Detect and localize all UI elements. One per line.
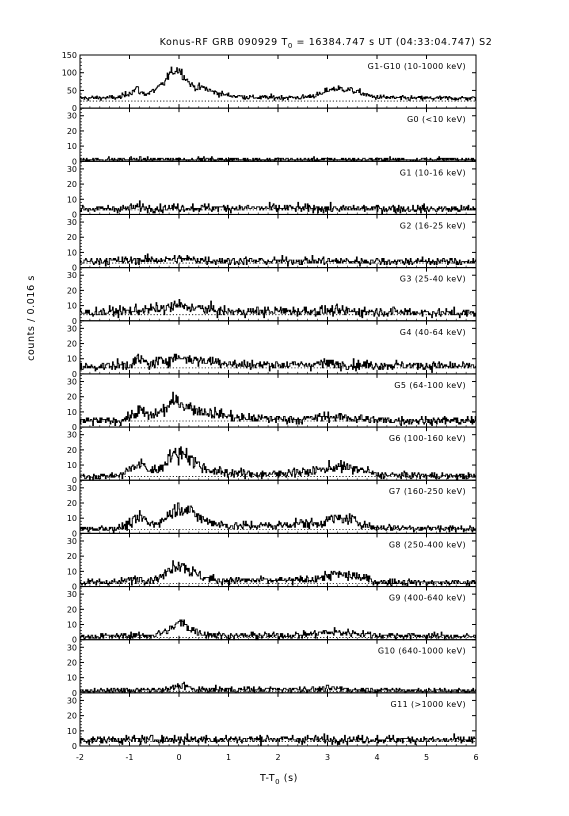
panel [67,533,476,591]
y-tick-label: 0 [71,104,77,114]
x-tick-label: 3 [324,753,331,762]
y-tick-label: 10 [66,142,77,152]
panel [67,268,476,326]
y-tick-label: 30 [66,643,77,653]
y-tick-label: 0 [71,688,77,698]
y-tick-label: 50 [66,86,77,96]
light-curve [80,67,476,100]
x-tick-label: 2 [275,753,281,762]
x-tick-label: 1 [225,753,232,762]
y-tick-label: 0 [71,582,77,592]
panel-label: G7 (160-250 keV) [388,487,466,497]
panel-label: G0 (<10 keV) [406,115,466,125]
y-tick-label: 20 [66,711,77,721]
y-tick-label: 0 [71,316,77,326]
y-tick-label: 20 [66,552,77,562]
y-tick-label: 20 [66,180,77,190]
y-tick-label: 20 [66,126,77,136]
light-curve [80,503,476,533]
panel-label: G10 (640-1000 keV) [377,646,466,656]
y-tick-label: 20 [66,658,77,668]
y-tick-label: 20 [66,445,77,455]
y-tick-label: 30 [66,696,77,706]
x-tick-label: 0 [176,753,182,762]
y-tick-label: 30 [66,483,77,493]
y-tick-label: 10 [66,461,77,471]
y-tick-label: 0 [71,263,77,273]
y-tick-label: 30 [66,218,77,228]
y-tick-label: 10 [66,248,77,258]
y-tick-label: 20 [66,605,77,615]
light-curve [80,392,476,425]
panels [62,51,479,762]
y-tick-label: 0 [71,529,77,539]
y-tick-label: 30 [66,377,77,387]
y-tick-label: 10 [66,567,77,577]
panel-label: G11 (>1000 keV) [390,699,466,709]
panel [67,321,476,379]
y-tick-label: 30 [66,164,77,174]
panel [62,51,476,113]
panel [67,640,476,698]
panel-label: G1 (10-16 keV) [399,168,466,178]
y-tick-label: 10 [66,407,77,417]
panel-label: G5 (64-100 keV) [394,380,466,390]
y-tick-label: 10 [66,354,77,364]
x-axis-label: $T-T_0$ (s) [260,773,298,786]
y-tick-label: 100 [61,68,77,78]
panel-label: G9 (400-640 keV) [388,593,466,603]
y-tick-label: 0 [71,210,77,220]
chart-title: Konus-RF GRB 090929 $T_0 = 16384.747$ s UT (04:33:04.747) S2 [159,37,493,50]
x-tick-label: 6 [473,753,479,762]
y-tick-label: 10 [66,301,77,311]
y-tick-label: 0 [71,157,77,167]
y-tick-label: 20 [66,233,77,243]
panel [67,374,476,432]
y-tick-label: 20 [66,286,77,296]
panel [67,108,476,166]
y-tick-label: 0 [71,635,77,645]
panel-label: G6 (100-160 keV) [388,434,466,444]
light-curve [80,620,476,640]
y-tick-label: 30 [66,590,77,600]
panel-label: G2 (16-25 keV) [399,221,466,231]
x-tick-label: -1 [125,753,134,762]
y-tick-label: 0 [71,369,77,379]
panel [67,480,476,538]
y-tick-label: 10 [66,673,77,683]
panel [67,427,476,485]
x-tick-label: -2 [76,753,84,762]
y-tick-label: 20 [66,392,77,402]
y-tick-label: 30 [66,111,77,121]
panel-label: G8 (250-400 keV) [388,540,466,550]
y-tick-label: 20 [66,499,77,509]
panel [67,587,476,645]
y-tick-label: 0 [71,423,77,433]
y-tick-label: 150 [61,51,77,60]
y-axis-label: counts / 0.016 s [26,275,37,361]
y-tick-label: 30 [66,536,77,546]
y-tick-label: 10 [66,514,77,524]
panel [67,214,476,272]
panel [67,693,476,751]
panel-label: G3 (25-40 keV) [399,274,466,284]
y-tick-label: 10 [66,726,77,736]
x-tick-label: 4 [374,753,380,762]
y-tick-label: 0 [71,476,77,486]
y-tick-label: 10 [66,195,77,205]
panel-label: G1-G10 (10-1000 keV) [367,62,466,71]
y-tick-label: 20 [66,339,77,349]
y-tick-label: 30 [66,324,77,334]
y-tick-label: 30 [66,271,77,281]
y-tick-label: 30 [66,430,77,440]
y-tick-label: 10 [66,620,77,630]
panel [67,161,476,219]
light-curve [80,447,476,480]
light-curve [80,354,476,372]
panel-label: G4 (40-64 keV) [399,327,466,337]
y-tick-label: 0 [71,742,77,751]
x-tick-label: 5 [423,753,430,762]
